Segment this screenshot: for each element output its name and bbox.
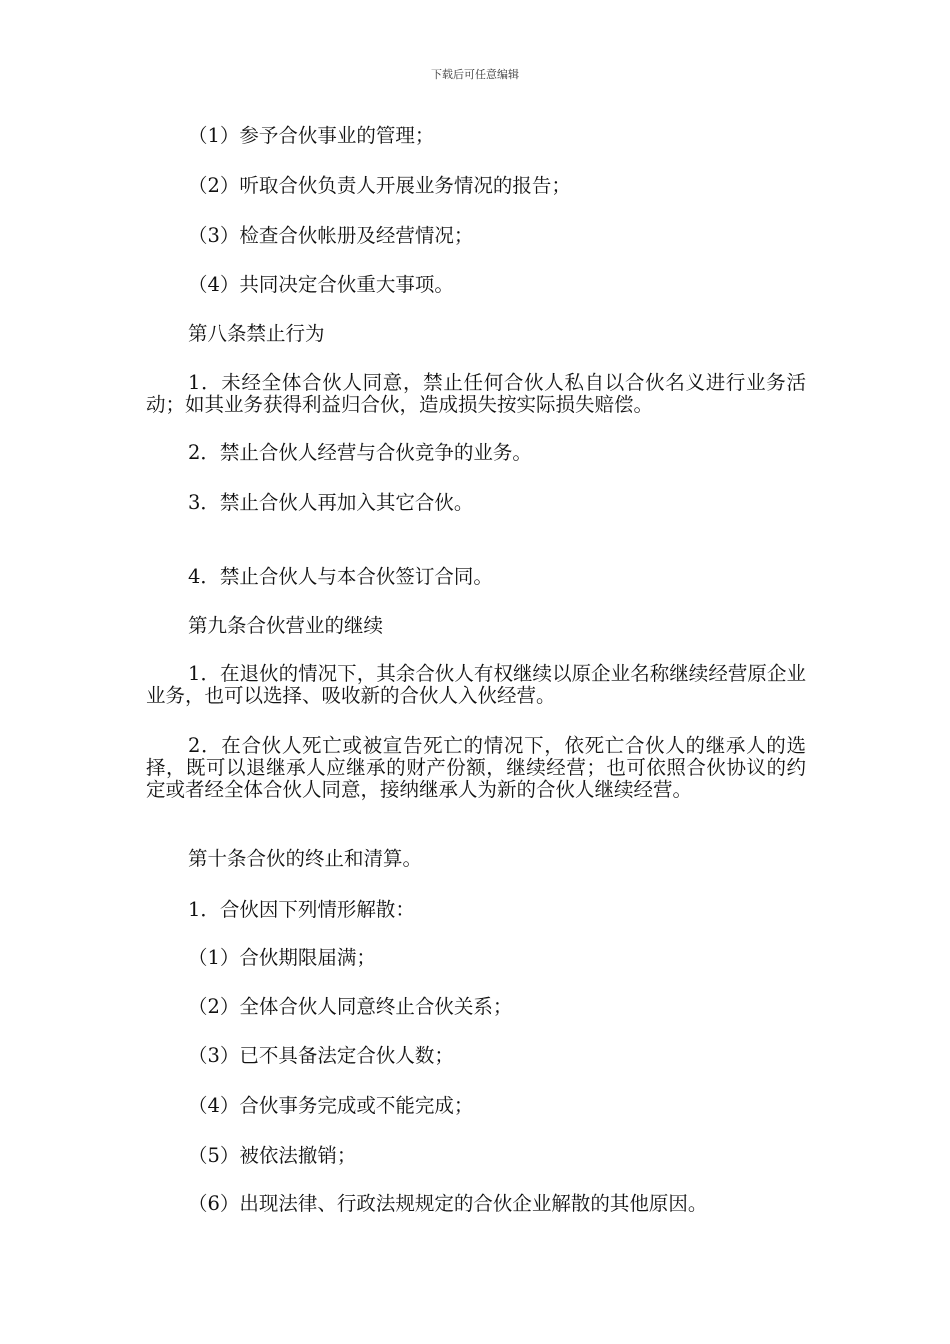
section-heading: 第八条禁止行为: [188, 322, 325, 345]
list-item: （1）参予合伙事业的管理；: [188, 124, 435, 147]
paragraph: 1．未经全体合伙人同意，禁止任何合伙人私自以合伙名义进行业务活动；如其业务获得利益归合伙，造成损失按实际损失赔偿。: [146, 371, 806, 416]
page-header: 下载后可任意编辑: [431, 68, 519, 81]
section-heading: 第九条合伙营业的继续: [188, 614, 384, 637]
paragraph: 2．在合伙人死亡或被宣告死亡的情况下，依死亡合伙人的继承人的选择，既可以退继承人应继承的财产份额，继续经营；也可依照合伙协议的约定或者经全体合伙人同意，接纳继承人为新的合伙人继续经营。: [146, 734, 806, 801]
paragraph: 1．在退伙的情况下，其余合伙人有权继续以原企业名称继续经营原企业业务，也可以选择、吸收新的合伙人入伙经营。: [146, 662, 806, 707]
paragraph: 3．禁止合伙人再加入其它合伙。: [188, 491, 474, 514]
section-heading: 第十条合伙的终止和清算。: [188, 847, 423, 870]
paragraph: 2．禁止合伙人经营与合伙竞争的业务。: [188, 441, 532, 464]
list-item: （5）被依法撤销；: [188, 1144, 357, 1167]
list-item: （4）合伙事务完成或不能完成；: [188, 1094, 474, 1117]
list-item: （3）检查合伙帐册及经营情况；: [188, 224, 474, 247]
list-item: （1）合伙期限届满；: [188, 946, 376, 969]
paragraph: 1．合伙因下列情形解散：: [188, 898, 415, 921]
list-item: （3）已不具备法定合伙人数；: [188, 1044, 454, 1067]
list-item: （2）全体合伙人同意终止合伙关系；: [188, 995, 513, 1018]
list-item: （6）出现法律、行政法规规定的合伙企业解散的其他原因。: [188, 1192, 708, 1215]
paragraph: 4．禁止合伙人与本合伙签订合同。: [188, 565, 493, 588]
list-item: （2）听取合伙负责人开展业务情况的报告；: [188, 174, 571, 197]
list-item: （4）共同决定合伙重大事项。: [188, 273, 454, 296]
